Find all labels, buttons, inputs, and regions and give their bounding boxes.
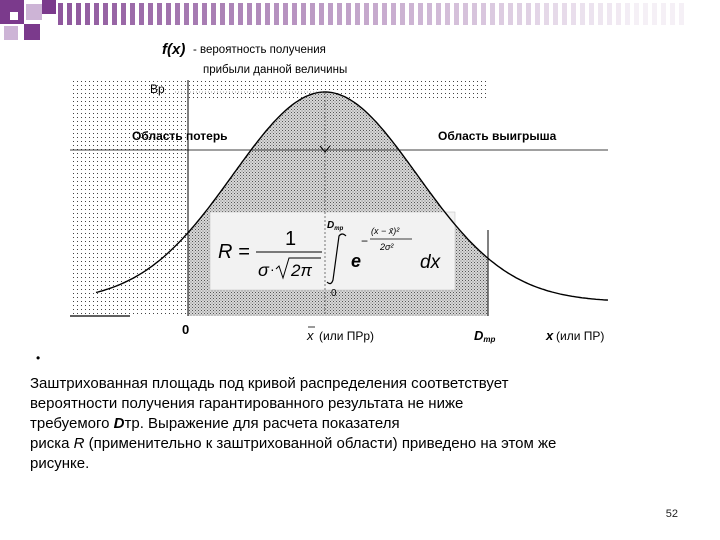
deco-stripe-bar: [445, 3, 450, 25]
deco-stripe-bar: [346, 3, 351, 25]
deco-stripe-bar: [67, 3, 72, 25]
deco-stripe-bar: [679, 3, 684, 25]
deco-stripe-bar: [589, 3, 594, 25]
text-line-2: вероятности получения гарантированного результата не ниже: [30, 395, 464, 412]
deco-stripe-bar: [256, 3, 261, 25]
deco-stripe-bar: [472, 3, 477, 25]
deco-stripe-bar: [121, 3, 126, 25]
deco-square: [26, 4, 42, 20]
deco-stripe-bar: [643, 3, 648, 25]
deco-stripe-bar: [616, 3, 621, 25]
deco-square: [4, 26, 18, 40]
formula-dx: dx: [420, 252, 441, 273]
deco-stripe-bar: [247, 3, 252, 25]
loss-region-label: Область потерь: [132, 129, 228, 143]
deco-stripe-bar: [319, 3, 324, 25]
mean-symbol: x: [307, 328, 314, 343]
deco-stripe: [58, 3, 684, 25]
description-text: [30, 374, 680, 474]
deco-stripe-bar: [535, 3, 540, 25]
deco-stripe-bar: [193, 3, 198, 25]
bullet-marker: •: [36, 351, 41, 365]
deco-stripe-bar: [400, 3, 405, 25]
deco-stripe-bar: [553, 3, 558, 25]
deco-stripe-bar: [220, 3, 225, 25]
deco-stripe-bar: [265, 3, 270, 25]
fx-description-1: - вероятность получения: [193, 44, 326, 56]
deco-stripe-bar: [652, 3, 657, 25]
deco-stripe-bar: [517, 3, 522, 25]
deco-stripe-bar: [427, 3, 432, 25]
deco-stripe-bar: [580, 3, 585, 25]
deco-stripe-bar: [670, 3, 675, 25]
upper-limit: $D_{тр}$: [327, 220, 344, 232]
deco-stripe-bar: [148, 3, 153, 25]
deco-stripe-bar: [94, 3, 99, 25]
text-line-4-pre: риска: [30, 435, 74, 452]
fx-label: f(x): [162, 41, 186, 58]
deco-stripe-bar: [382, 3, 387, 25]
deco-stripe-bar: [409, 3, 414, 25]
text-line-1: Заштрихованная площадь под кривой распределения соответствует: [30, 375, 509, 392]
page-number: 52: [665, 508, 678, 520]
loss-area-background: [70, 80, 188, 314]
mean-suffix: (или ПРр): [319, 329, 375, 343]
x-axis-suffix: (или ПР): [556, 329, 605, 343]
deco-stripe-bar: [238, 3, 243, 25]
text-line-3-post: тр. Выражение для расчета показателя: [124, 415, 400, 432]
deco-stripe-bar: [418, 3, 423, 25]
deco-stripe-bar: [184, 3, 189, 25]
deco-stripe-bar: [454, 3, 459, 25]
deco-stripe-bar: [157, 3, 162, 25]
text-line-4: [30, 434, 680, 454]
deco-stripe-bar: [103, 3, 108, 25]
deco-square: [10, 12, 18, 20]
deco-stripe-bar: [283, 3, 288, 25]
text-line-3-symbol: D: [113, 415, 125, 432]
deco-stripe-bar: [355, 3, 360, 25]
deco-stripe-bar: [463, 3, 468, 25]
text-line-3: [30, 414, 680, 434]
deco-stripe-bar: [562, 3, 567, 25]
formula-numerator: 1: [285, 228, 297, 250]
deco-stripe-bar: [490, 3, 495, 25]
exponent-sign: −: [361, 234, 369, 248]
gain-region-label: Область выигрыша: [438, 129, 557, 143]
deco-square: [24, 24, 40, 40]
deco-square: [42, 0, 56, 14]
deco-stripe-bar: [310, 3, 315, 25]
deco-stripe-bar: [436, 3, 441, 25]
deco-stripe-bar: [526, 3, 531, 25]
text-line-5: рисунке.: [30, 455, 90, 472]
dtr-label: Dтр: [474, 328, 496, 344]
deco-stripe-bar: [76, 3, 81, 25]
formula-dot: ·: [270, 261, 275, 277]
formula-e: e: [351, 251, 362, 271]
deco-stripe-bar: [112, 3, 117, 25]
lower-limit: 0: [331, 288, 337, 299]
deco-stripe-bar: [85, 3, 90, 25]
deco-stripe-bar: [229, 3, 234, 25]
x-axis-symbol: x: [546, 328, 554, 343]
deco-stripe-bar: [544, 3, 549, 25]
text-line-4-post: (применительно к заштрихованной области) приведено на этом же: [84, 435, 557, 452]
deco-stripe-bar: [58, 3, 63, 25]
formula-sigma: σ: [258, 260, 269, 280]
deco-stripe-bar: [373, 3, 378, 25]
header-decoration: [0, 0, 720, 40]
text-line-4-symbol: R: [73, 435, 85, 452]
text-line-3-pre: требуемого: [30, 415, 114, 432]
deco-stripe-bar: [328, 3, 333, 25]
deco-stripe-bar: [625, 3, 630, 25]
deco-stripe-bar: [337, 3, 342, 25]
deco-stripe-bar: [202, 3, 207, 25]
deco-stripe-bar: [571, 3, 576, 25]
peak-label: Вр: [150, 82, 165, 96]
deco-stripe-bar: [661, 3, 666, 25]
deco-stripe-bar: [481, 3, 486, 25]
exponent-numerator: (x − x̄)²: [371, 226, 400, 236]
deco-stripe-bar: [634, 3, 639, 25]
zero-label: 0: [182, 322, 190, 337]
deco-stripe-bar: [130, 3, 135, 25]
fx-description-2: прибыли данной величины: [203, 64, 348, 76]
deco-stripe-bar: [139, 3, 144, 25]
deco-stripe-bar: [364, 3, 369, 25]
deco-stripe-bar: [166, 3, 171, 25]
deco-stripe-bar: [274, 3, 279, 25]
deco-stripe-bar: [607, 3, 612, 25]
deco-stripe-bar: [211, 3, 216, 25]
formula-lhs: R =: [218, 241, 250, 263]
distribution-figure: [0, 40, 720, 360]
exponent-denominator: 2σ²: [380, 242, 394, 252]
deco-stripe-bar: [292, 3, 297, 25]
deco-stripe-bar: [175, 3, 180, 25]
deco-stripe-bar: [391, 3, 396, 25]
sqrt-argument: 2π: [291, 261, 312, 280]
deco-stripe-bar: [499, 3, 504, 25]
deco-stripe-bar: [301, 3, 306, 25]
deco-stripe-bar: [598, 3, 603, 25]
deco-stripe-bar: [508, 3, 513, 25]
